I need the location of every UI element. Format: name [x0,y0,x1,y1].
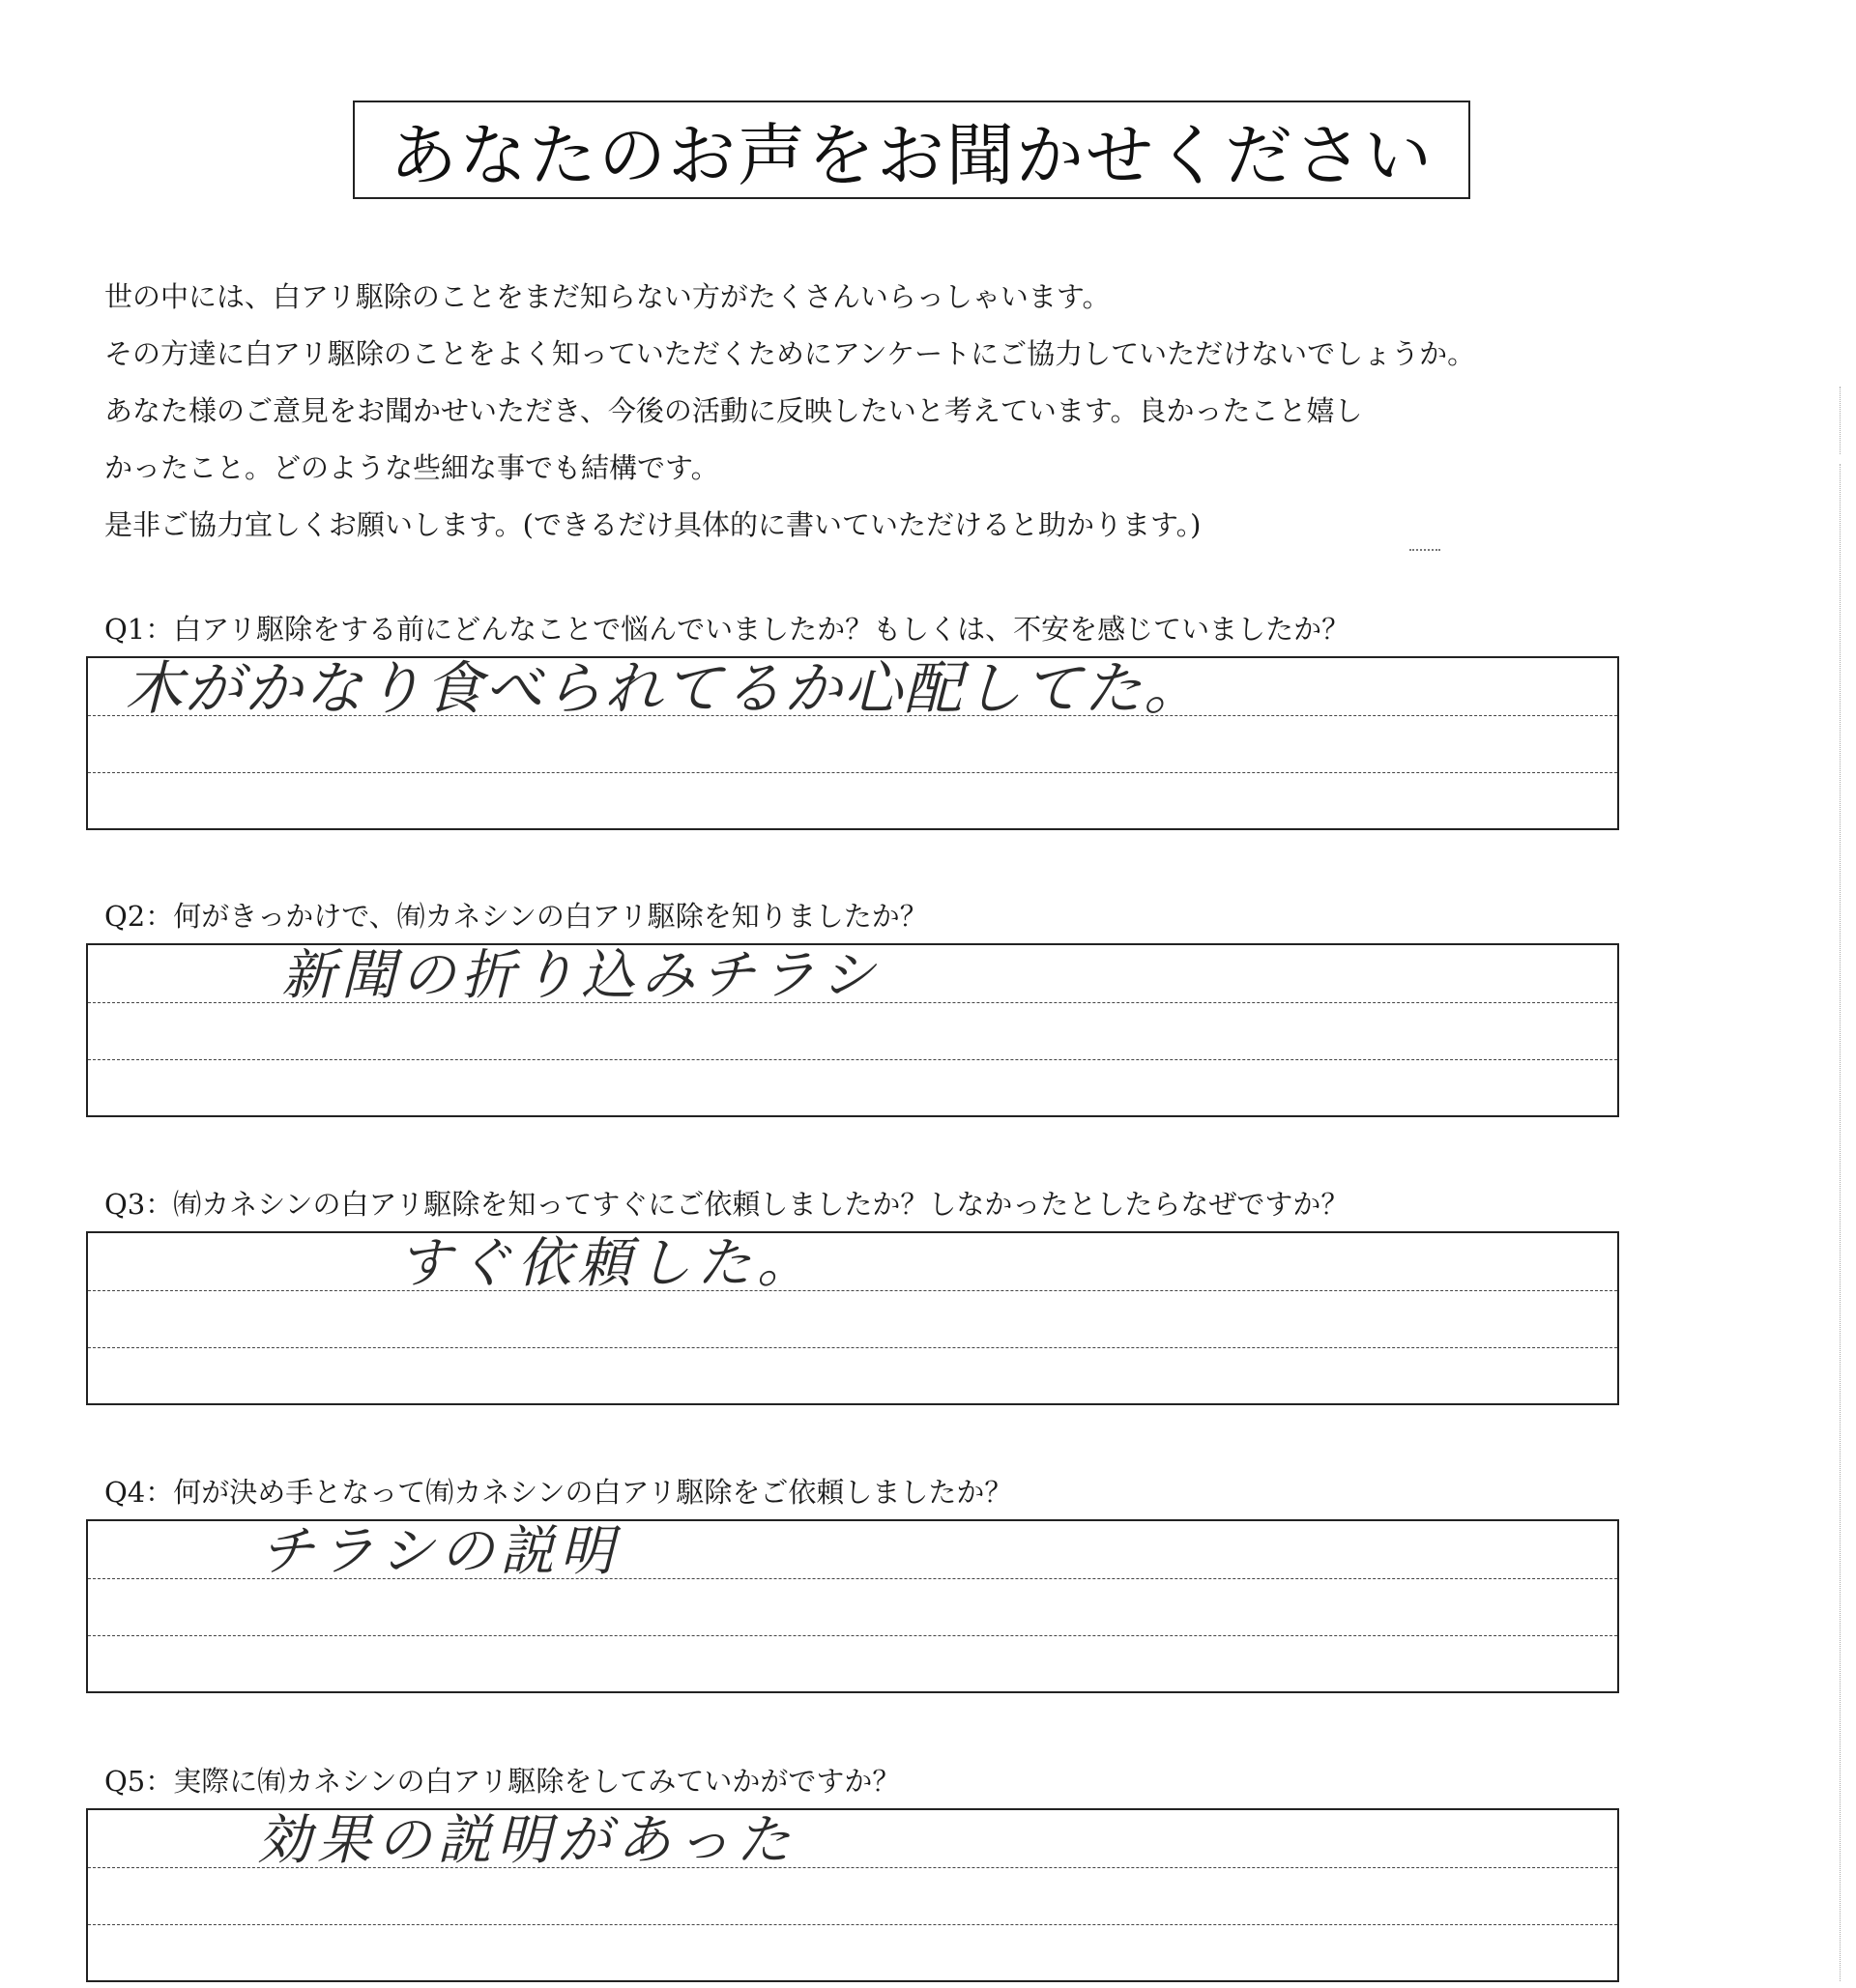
intro-line: あなた様のご意見をお聞かせいただき、今後の活動に反映したいと考えています。良かったこと嬉し [104,394,1363,427]
intro-line: その方達に白アリ駆除のことをよく知っていただくためにアンケートにご協力していただけないでしょうか。 [104,337,1476,370]
answer-box-3[interactable] [86,1231,1619,1405]
answer-box-5[interactable] [86,1808,1619,1982]
answer-rule [88,1290,1617,1291]
intro-paragraph [104,269,1651,554]
question-3-label: Q3：㈲カネシンの白アリ駆除を知ってすぐにご依頼しましたか？しなかったとしたらなぜですか？ [104,1188,1349,1221]
answer-rule [88,1347,1617,1348]
answer-5-handwriting: 効果の説明があった [257,1809,797,1872]
question-1-label: Q1：白アリ駆除をする前にどんなことで悩んでいましたか？もしくは、不安を感じていましたか？ [104,613,1350,646]
answer-rule [88,1059,1617,1060]
answer-4-handwriting: チラシの説明 [260,1520,620,1583]
answer-rule [88,1924,1617,1925]
scan-speck [1409,549,1440,553]
answer-3-handwriting: すぐ依頼した。 [397,1232,817,1295]
answer-2-handwriting: 新聞の折り込みチラシ [281,944,881,1007]
answer-rule [88,772,1617,773]
page-title: あなたのお声をお聞かせください [390,115,1434,195]
scan-edge-mark [1840,387,1841,454]
answer-box-4[interactable] [86,1519,1619,1693]
question-4-label: Q4：何が決め手となって㈲カネシンの白アリ駆除をご依頼しましたか？ [104,1476,1013,1509]
question-2-label: Q2：何がきっかけで、㈲カネシンの白アリ駆除を知りましたか？ [104,900,928,933]
intro-line: 是非ご協力宜しくお願いします。(できるだけ具体的に書いていただけると助かります。) [104,508,1202,541]
question-5-label: Q5：実際に㈲カネシンの白アリ駆除をしてみていかがですか？ [104,1765,901,1798]
intro-line: 世の中には、白アリ駆除のことをまだ知らない方がたくさんいらっしゃいます。 [104,280,1111,313]
answer-box-2[interactable] [86,943,1619,1117]
intro-line: かったこと。どのような些細な事でも結構です。 [104,451,719,484]
scan-edge-mark [1840,464,1841,1981]
answer-1-handwriting: 木がかなり食べられてるか心配してた。 [125,655,1204,723]
title-box [353,101,1470,199]
answer-rule [88,1635,1617,1636]
answer-box-1[interactable] [86,656,1619,830]
